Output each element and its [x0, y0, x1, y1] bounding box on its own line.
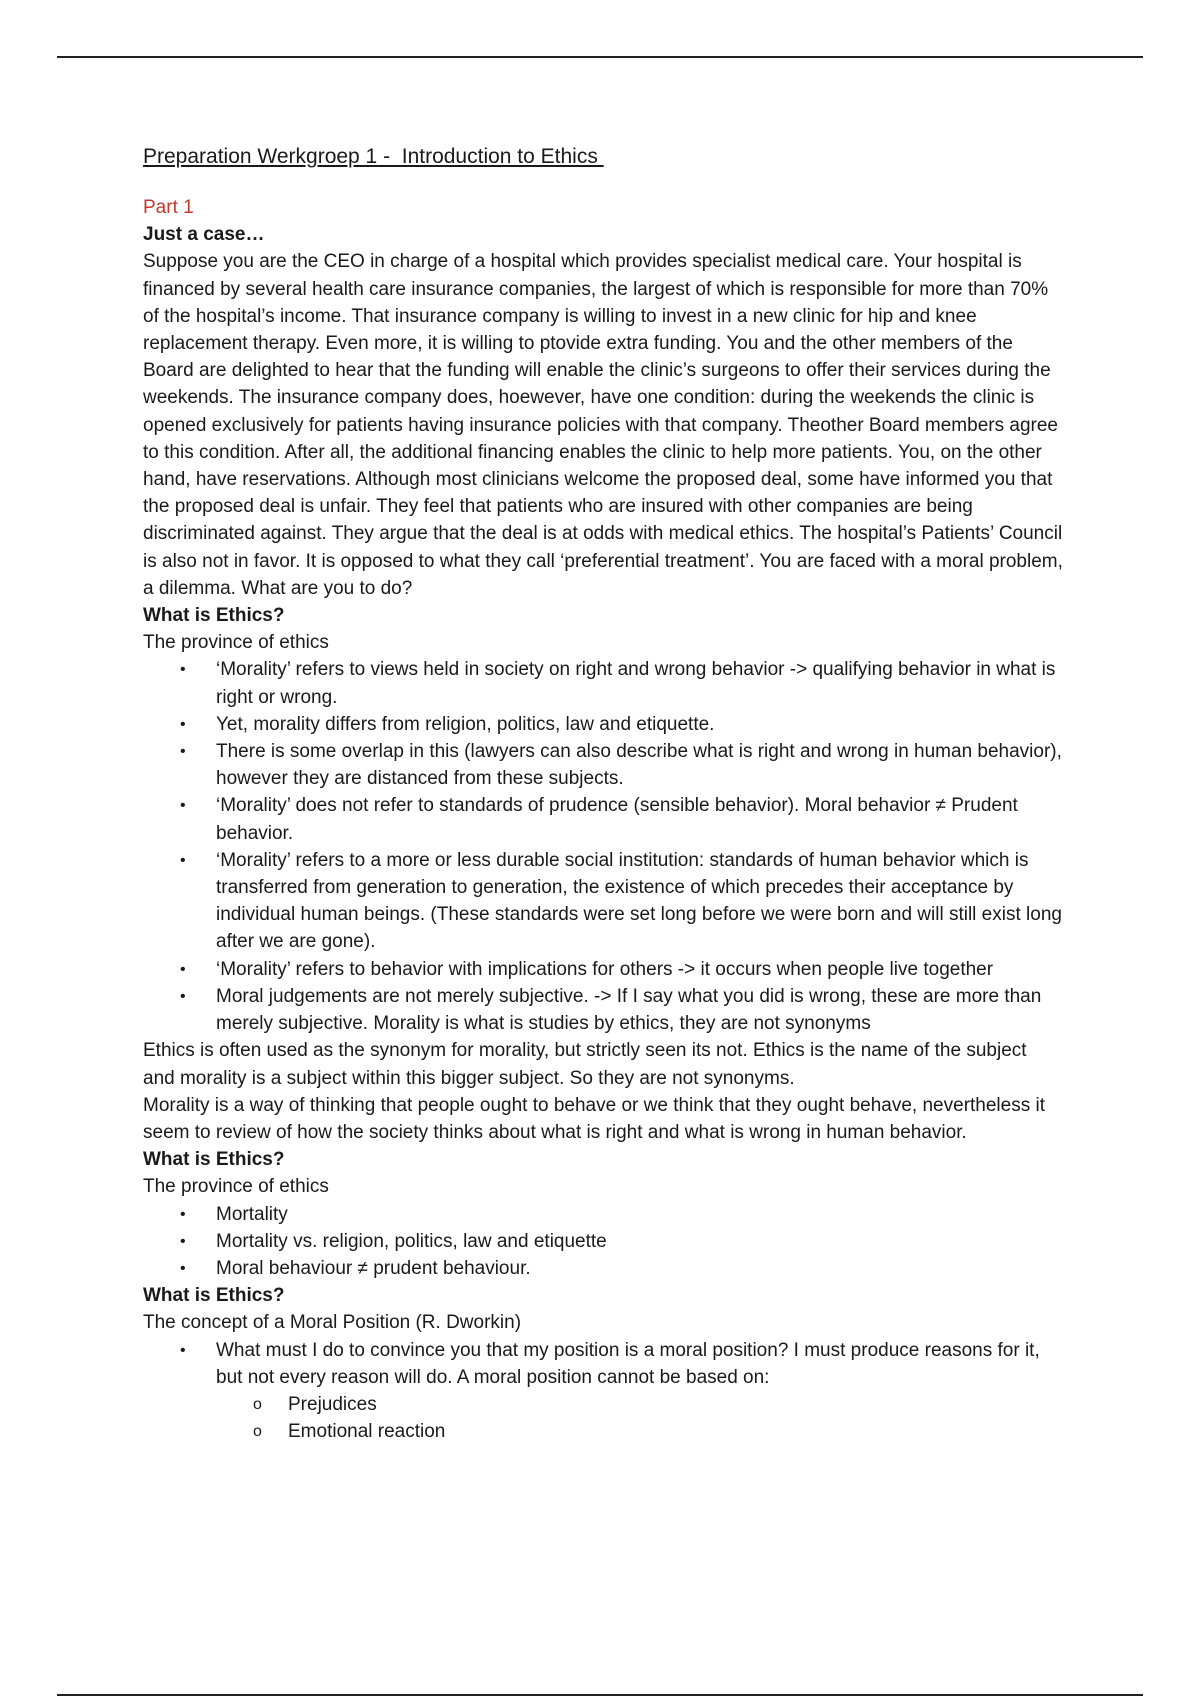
section-heading: What is Ethics?	[143, 1149, 285, 1171]
list-item	[143, 711, 1063, 738]
bullet-icon: •	[180, 715, 186, 733]
part-label: Part 1	[143, 197, 194, 218]
list-item	[143, 656, 1063, 710]
sub-bullet-icon: o	[253, 1423, 262, 1441]
list-item-text: Moral judgements are not merely subjective. -> If I say what you did is wrong, these are more than merely subjective. Morality is what is studies by ethics, they are not synonyms	[216, 985, 1042, 1035]
list-item	[143, 1337, 1063, 1446]
bullet-icon: •	[180, 1232, 186, 1250]
list-item-text: ‘Morality’ refers to a more or less durable social institution: standards of human behavior which is transferred from generation to generation, the existence of which precedes their acceptance by individual human beings. (These standards were set long before we were born and will still exist long after we are gone).	[216, 849, 1062, 953]
list-item	[143, 738, 1063, 792]
list-item	[143, 1228, 1063, 1255]
bullet-list	[143, 1201, 1063, 1283]
list-item-text: There is some overlap in this (lawyers can also describe what is right and wrong in human behavior), however they are distanced from these subjects.	[216, 741, 1062, 790]
list-item	[143, 983, 1063, 1037]
bullet-icon: •	[180, 960, 186, 978]
list-item-text: ‘Morality’ refers to views held in society on right and wrong behavior -> qualifying behavior in what is right or wrong.	[216, 659, 1056, 708]
bullet-icon: •	[180, 851, 186, 869]
list-item-text: ‘Morality’ does not refer to standards of prudence (sensible behavior). Moral behavior ≠ Prudent behavior.	[216, 795, 1018, 844]
list-item-text: Moral behaviour ≠ prudent behaviour.	[216, 1257, 531, 1279]
list-item	[143, 792, 1063, 846]
section-subheading: The province of ethics	[143, 632, 329, 654]
bullet-icon: •	[180, 1259, 186, 1277]
list-item-text: What must I do to convince you that my position is a moral position? I must produce reasons for it, but not every reason will do. A moral position cannot be based on:	[216, 1339, 1040, 1388]
section-heading: What is Ethics?	[143, 605, 285, 627]
sub-list-item	[143, 1418, 1063, 1445]
bullet-icon: •	[180, 1341, 186, 1359]
bullet-icon: •	[180, 797, 186, 815]
case-paragraph: Suppose you are the CEO in charge of a hospital which provides specialist medical care. Your hospital is financed by several health care insurance companies, the largest of which is responsible for more than 70% of the hospital’s income. That insurance company is willing to invest in a new clinic for hip and knee replacement therapy. Even more, it is willing to ptovide extra funding. You and the other members of the Board are delighted to hear that the funding will enable the clinic’s surgeons to offer their services during the weekends. The insurance company does, hoewever, have one condition: during the weekends the clinic is opened exclusively for patients having insurance policies with that company. Theother Board members agree to this condition. After all, the additional financing enables the clinic to help more patients. You, on the other hand, have reservations. Although most clinicians welcome the proposed deal, some have informed you that the proposed deal is unfair. They feel that patients who are insured with other companies are being discriminated against. They argue that the deal is at odds with medical ethics. The hospital’s Patients’ Council is also not in favor. It is opposed to what they call ‘preferential treatment’. You are faced with a moral problem, a dilemma. What are you to do?	[143, 251, 1063, 599]
sub-bullet-icon: o	[253, 1395, 262, 1413]
bullet-icon: •	[180, 743, 186, 761]
document-body	[143, 142, 1063, 1445]
section-subheading: The province of ethics	[143, 1176, 329, 1198]
bullet-icon: •	[180, 661, 186, 679]
list-item-text: Mortality vs. religion, politics, law and etiquette	[216, 1230, 607, 1252]
bullet-list	[143, 656, 1063, 1037]
sub-list-item	[143, 1391, 1063, 1418]
list-item	[143, 956, 1063, 983]
bottom-rule	[57, 1694, 1143, 1696]
sub-list-item-text: Emotional reaction	[288, 1421, 446, 1443]
list-item	[143, 847, 1063, 956]
sub-list-item-text: Prejudices	[288, 1393, 377, 1415]
section-heading: What is Ethics?	[143, 1285, 285, 1307]
morality-paragraph: Morality is a way of thinking that people ought to behave or we think that they ought behave, nevertheless it seem to review of how the society thinks about what is right and what is wrong in human behavior.	[143, 1094, 1045, 1143]
document-title: Preparation Werkgroep 1 - Introduction to Ethics	[143, 145, 604, 168]
list-item-text: Mortality	[216, 1203, 288, 1225]
ethics-paragraph: Ethics is often used as the synonym for morality, but strictly seen its not. Ethics is the name of the subject and morality is a subject within this bigger subject. So they are not synonyms.	[143, 1040, 1027, 1089]
bullet-icon: •	[180, 987, 186, 1005]
list-item-text: Yet, morality differs from religion, politics, law and etiquette.	[216, 713, 715, 735]
list-item	[143, 1255, 1063, 1282]
bullet-list	[143, 1337, 1063, 1446]
list-item	[143, 1201, 1063, 1228]
list-item-text: ‘Morality’ refers to behavior with implications for others -> it occurs when people live together	[216, 958, 994, 980]
case-heading: Just a case…	[143, 224, 265, 246]
top-rule	[57, 56, 1143, 58]
bullet-icon: •	[180, 1205, 186, 1223]
sub-bullet-list	[216, 1391, 1063, 1445]
section-subheading: The concept of a Moral Position (R. Dworkin)	[143, 1312, 522, 1334]
